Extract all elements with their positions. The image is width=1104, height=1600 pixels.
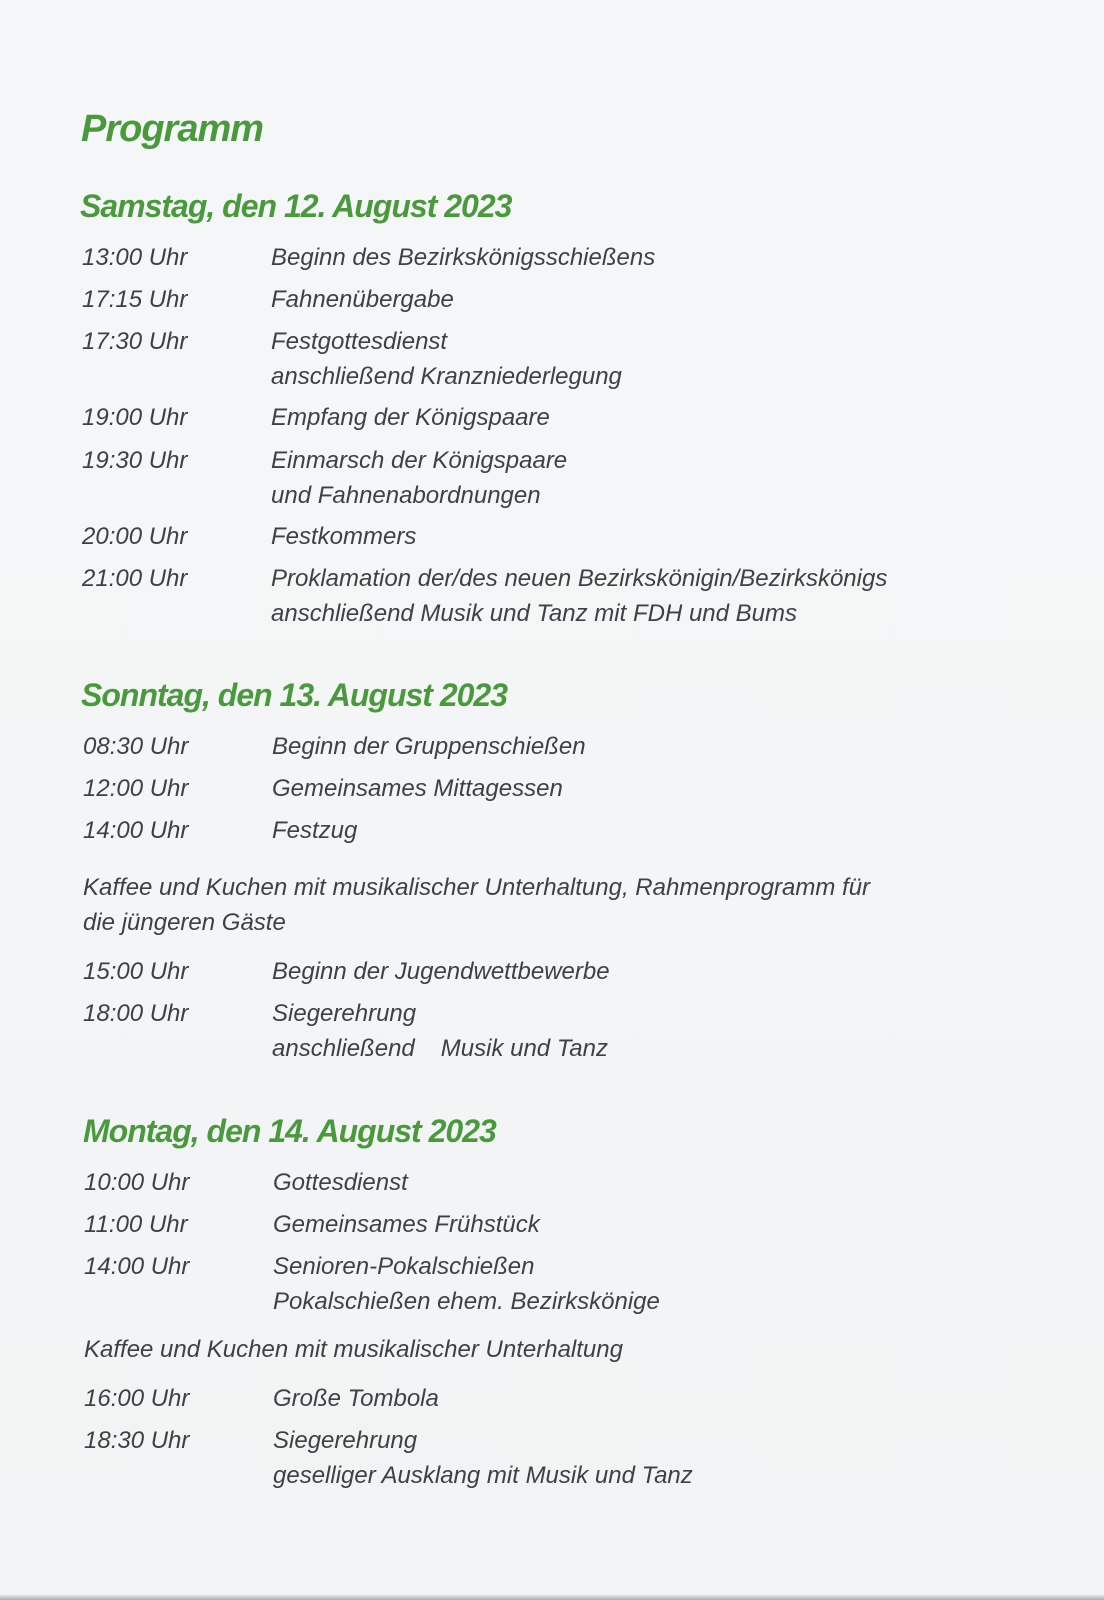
schedule-row bbox=[82, 240, 655, 275]
schedule-row bbox=[82, 443, 567, 513]
event-text: Beginn der Jugendwettbewerbe bbox=[272, 958, 610, 985]
note-line: Kaffee und Kuchen mit musikalischer Unterhaltung, Rahmenprogramm für bbox=[83, 874, 871, 901]
event-text: Beginn des Bezirkskönigsschießens bbox=[271, 244, 656, 271]
time-label: 18:30 Uhr bbox=[84, 1427, 190, 1454]
event-text: Proklamation der/des neuen Bezirkskönigin/Bezirkskönigs bbox=[271, 565, 888, 592]
note-line: die jüngeren Gäste bbox=[83, 909, 286, 936]
event-text-split bbox=[272, 1031, 608, 1066]
event-text: Fahnenübergabe bbox=[271, 286, 454, 313]
time-label: 15:00 Uhr bbox=[83, 958, 189, 985]
time-label: 17:15 Uhr bbox=[82, 286, 188, 313]
event-text: Pokalschießen ehem. Bezirkskönige bbox=[273, 1288, 660, 1315]
event-text: Große Tombola bbox=[273, 1385, 439, 1412]
time-label: 20:00 Uhr bbox=[82, 523, 188, 550]
time-label: 14:00 Uhr bbox=[84, 1253, 190, 1280]
event-text: Gemeinsames Frühstück bbox=[273, 1211, 540, 1238]
event-text: Beginn der Gruppenschießen bbox=[272, 733, 586, 760]
event-text: anschließend Kranzniederlegung bbox=[271, 363, 622, 390]
event-text: Musik und Tanz bbox=[440, 1035, 608, 1062]
event-text: Siegerehrung bbox=[272, 1000, 417, 1027]
time-label: 11:00 Uhr bbox=[84, 1211, 188, 1238]
schedule-row bbox=[82, 561, 887, 631]
event-text: anschließend bbox=[272, 1035, 415, 1062]
time-label: 18:00 Uhr bbox=[83, 1000, 189, 1027]
day-heading-monday: Montag, den 14. August 2023 bbox=[83, 1113, 496, 1149]
event-text: anschließend Musik und Tanz mit FDH und Bums bbox=[271, 600, 798, 627]
time-label: 14:00 Uhr bbox=[83, 817, 189, 844]
schedule-row bbox=[82, 324, 622, 394]
time-label: 19:30 Uhr bbox=[82, 447, 188, 474]
event-text: Senioren-Pokalschießen bbox=[273, 1253, 535, 1280]
schedule-row bbox=[82, 519, 416, 554]
time-label: 21:00 Uhr bbox=[82, 565, 188, 592]
note-text bbox=[83, 870, 1013, 940]
note-text bbox=[84, 1332, 1014, 1367]
note-line: Kaffee und Kuchen mit musikalischer Unterhaltung bbox=[84, 1336, 623, 1363]
schedule-row bbox=[84, 1381, 439, 1416]
schedule-row bbox=[84, 1423, 693, 1493]
time-label: 12:00 Uhr bbox=[83, 775, 189, 802]
event-text: Siegerehrung bbox=[273, 1427, 418, 1454]
schedule-row bbox=[84, 1165, 408, 1200]
page-title: Programm bbox=[81, 108, 264, 150]
event-text: Festgottesdienst bbox=[271, 328, 448, 355]
time-label: 16:00 Uhr bbox=[84, 1385, 190, 1412]
schedule-row bbox=[83, 813, 357, 848]
event-text: und Fahnenabordnungen bbox=[271, 482, 541, 509]
schedule-row bbox=[82, 282, 454, 317]
event-text: Einmarsch der Königspaare bbox=[271, 447, 568, 474]
page-edge bbox=[0, 1594, 1104, 1600]
time-label: 19:00 Uhr bbox=[82, 404, 188, 431]
schedule-row bbox=[82, 400, 550, 435]
schedule-row bbox=[84, 1249, 660, 1319]
day-heading-saturday: Samstag, den 12. August 2023 bbox=[80, 188, 512, 224]
time-label: 13:00 Uhr bbox=[82, 244, 188, 271]
event-text: geselliger Ausklang mit Musik und Tanz bbox=[273, 1462, 693, 1489]
time-label: 17:30 Uhr bbox=[82, 328, 188, 355]
day-heading-sunday: Sonntag, den 13. August 2023 bbox=[81, 677, 508, 713]
event-text: Festkommers bbox=[271, 523, 417, 550]
schedule-row bbox=[83, 996, 608, 1066]
event-text: Festzug bbox=[272, 817, 358, 844]
event-text: Empfang der Königspaare bbox=[271, 404, 550, 431]
event-text: Gottesdienst bbox=[273, 1169, 408, 1196]
time-label: 08:30 Uhr bbox=[83, 733, 189, 760]
event-text: Gemeinsames Mittagessen bbox=[272, 775, 563, 802]
schedule-row bbox=[84, 1207, 540, 1242]
schedule-row bbox=[83, 771, 563, 806]
time-label: 10:00 Uhr bbox=[84, 1169, 190, 1196]
schedule-row bbox=[83, 729, 586, 764]
schedule-row bbox=[83, 954, 610, 989]
